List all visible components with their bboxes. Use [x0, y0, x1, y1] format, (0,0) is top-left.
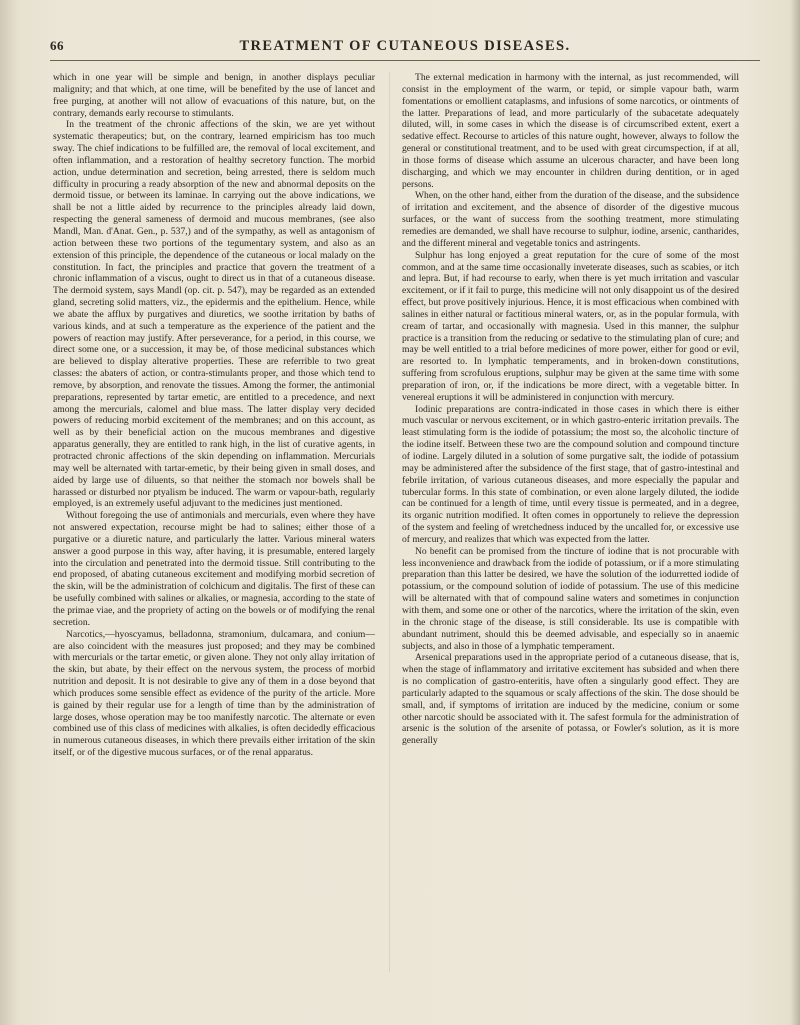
paragraph: In the treatment of the chronic affections of the skin, we are yet without systematic therapeutics; but, on the contrary, learned empiricism has too much sway. The chief indications to be fulfilled are, the removal of local excitement, and often inflammation, and a restoration of healthy secretory function. The morbid action, undue determination and secretion, being arrested, there is seldom much difficulty in procuring a ready absorption of the new and abnormal deposits on the dermoid tissue, or between its laminae. In carrying out the above indications, we shall be not a little aided by recurrence to the principles already laid down, respecting the general sameness of dermoid and mucous membranes, (see also Mandl, Man. d'Anat. Gen., p. 537,) and of the sympathy, as well as antagonism of action between these two portions of the tegumentary system, and also as an extension of this principle, the dependence of the cutaneous or local malady on the constitution. In fact, the principles and practice that govern the treatment of a chronic inflammation of a viscus, ought to direct us in that of a cutaneous disease. The dermoid system, says Mandl (op. cit. p. 547), may be regarded as an extended gland, secreting solid matters, viz., the epidermis and the epithelium. Hence, while we abate the afflux by purgatives and diuretics, we soothe irritation by baths of various kinds, and at such a temperature as the experience of the patient and the powers of reaction may justify. After perseverance, for a period, in this course, we direct some one, or a succession, it may be, of those medicinal substances which are believed to display alterative properties. These are referrible to two great classes: the abaters of action, or contra-stimulants proper, and those which tend to remove, by absorption, and renovate the tissues. Among the former, the antimonial preparations, represented by tartar emetic, are entitled to a precedence, and next among the mercurials, calomel and blue mass. The latter display very decided powers of reducing morbid excitement of the membranes; and on this account, as well as by their beneficial action on the mucous membranes and digestive apparatus generally, they are entitled to rank high, in the list of curative agents, in protracted chronic affections of the skin depending on inflammation. Mercurials may well be alternated with tartar-emetic, by their being given in small doses, and aided by large use of diluents, so that neither the stomach nor bowels shall be harassed or disturbed nor ptyalism be induced. The warm or vapour-bath, regularly employed, is an extremely useful adjuvant to the medicines just mentioned. [53, 119, 375, 510]
paragraph: Iodinic preparations are contra-indicated in those cases in which there is either much vascular or nervous excitement, or in which gastro-enteric irritation prevails. The least stimulating form is the iodide of potassium; the most so, the alcoholic tincture of the iodine itself. Between these two are the compound solution and compound tincture of iodine. Largely diluted in a solution of some purgative salt, the iodide of potassium may be administered after the subsidence of the first stage, that of gastro-intestinal and febrile irritation, of various cutaneous diseases, and more especially the papular and tubercular forms. In this state of combination, or even alone largely diluted, the iodide can be continued for a length of time, until every tissue is permeated, and in a degree, its organic nutrition modified. It often comes in opportunely to relieve the depression of the system and feeling of wretchedness induced by the uncalled for, or excessive use of mercury, and realizes that which was expected from the latter. [402, 403, 739, 545]
paragraph: Without foregoing the use of antimonials and mercurials, even where they have not answered expectation, recourse might be had to salines; either those of a purgative or a diuretic nature, and particularly the latter. Various mineral waters answer a good purpose in this way, after having, it is presumable, entered largely into the circulation and penetrated into the dermoid tissue. Still contributing to the end proposed, of abating cutaneous excitement and modifying morbid secretion of the skin, will be the administration of colchicum and digitalis. The first of these can be usefully combined with salines or alkalies, or magnesia, according to the state of the primae viae, and the propriety of acting on the bowels or of modifying the renal secretion. [53, 510, 375, 628]
column-gutter [389, 72, 390, 972]
left-text-column [53, 72, 375, 759]
paragraph: which in one year will be simple and benign, in another displays peculiar malignity; and that which, at one time, will be benefited by the use of lancet and free purging, at another will not allow of evacuations of this nature, but, on the contrary, demands early recourse to stimulants. [53, 72, 375, 119]
paragraph: When, on the other hand, either from the duration of the disease, and the subsidence of irritation and excitement, and the absence of disorder of the digestive mucous surfaces, or the want of success from the soothing treatment, more stimulating remedies are demanded, we shall have recourse to sulphur, iodine, arsenic, cantharides, and the different mineral and vegetable tonics and astringents. [402, 190, 739, 249]
running-head: TREATMENT OF CUTANEOUS DISEASES. [239, 38, 571, 54]
paragraph: Arsenical preparations used in the appropriate period of a cutaneous disease, that is, when the stage of inflammatory and irritative excitement has subsided and when there is no complication of gastro-enteritis, have often a singularly good effect. They are particularly adapted to the squamous or scaly affections of the skin. The dose should be small, and, if symptoms of irritation are induced by the medicine, conium or some other narcotic should be associated with it. The safest formula for the administration of arsenic is the solution of the arsenite of potassa, or Fowler's solution, as it is more generally [402, 652, 739, 747]
paragraph: The external medication in harmony with the internal, as just recommended, will consist in the employment of the warm, or tepid, or simple vapour bath, warm fomentations or emollient cataplasms, and infusions of some narcotics, or ointments of the latter. Preparations of lead, and more particularly of the subacetate adequately diluted, will, in some cases in which the disease is of circumscribed extent, exert a sedative effect. Recourse to articles of this nature ought, however, always to follow the general or constitutional treatment, and to be used with great circumspection, if at all, in those forms of disease which assume an ulcerous character, and have been long discharging, and which we may encounter in children during dentition, or in aged persons. [402, 72, 739, 190]
paragraph: No benefit can be promised from the tincture of iodine that is not procurable with less inconvenience and drawback from the iodide of potassium, or if a more stimulating preparation than this latter be desired, we have the solution of the iodurretted iodide of potassium, or the compound solution of iodide of potassium. The use of this medicine will be alternated with that of compound saline waters and sometimes in conjunction with them, and some one or other of the narcotics, where the irritation of the skin, even in the chronic stage of the disease, is still considerable. Its use is compatible with abundant nutriment, should this be deemed advisable, and especially so in anaemic subjects, and also in those of a lymphatic temperament. [402, 545, 739, 652]
page-header [50, 38, 760, 61]
paragraph: Sulphur has long enjoyed a great reputation for the cure of some of the most common, and at the same time occasionally inveterate diseases, such as scabies, or itch and lepra. But, if had recourse to early, when there is yet much irritation and vascular excitement, or if it fail to purge, this medicine will not only disappoint us of the desired effect, but prove positively injurious. Hence, it is most efficacious when combined with salines in either natural or factitious mineral waters, or, as in the popular formula, with cream of tartar, and occasionally with magnesia. Used in this manner, the sulphur practice is a transition from the reducing or sedative to the stimulating plan of cure; and may be well entitled to a trial before medicines of more power, either for good or evil, are resorted to. In lymphatic temperaments, and in broken-down constitutions, suffering from scrofulous eruptions, sulphur may be given at the same time with some preparation of iron, or, if the indications be more direct, with a vegetable bitter. In venereal eruptions it will be administered in conjunction with mercury. [402, 249, 739, 403]
right-text-column [402, 72, 739, 747]
page-number: 66 [50, 38, 64, 53]
page-edge-shadow [790, 0, 800, 1025]
paragraph: Narcotics,—hyoscyamus, belladonna, stramonium, dulcamara, and conium—are also coincident with the measures just proposed; and they may be combined with mercurials or the tartar emetic, or given alone. They not only allay irritation of the skin, but abate, by their effect on the nervous system, the process of morbid nutrition and deposit. It is not desirable to give any of them in a dose beyond that which produces some sensible effect as evidence of the purity of the article. More is gained by their regular use for a length of time than by the administration of large doses, whose operation may be too manifestly narcotic. The alternate or even combined use of this class of medicines with alkalies, is often decidedly efficacious in numerous cutaneous diseases, in which there prevails either irritation of the skin itself, or of the digestive mucous surfaces, or of the renal apparatus. [53, 628, 375, 759]
